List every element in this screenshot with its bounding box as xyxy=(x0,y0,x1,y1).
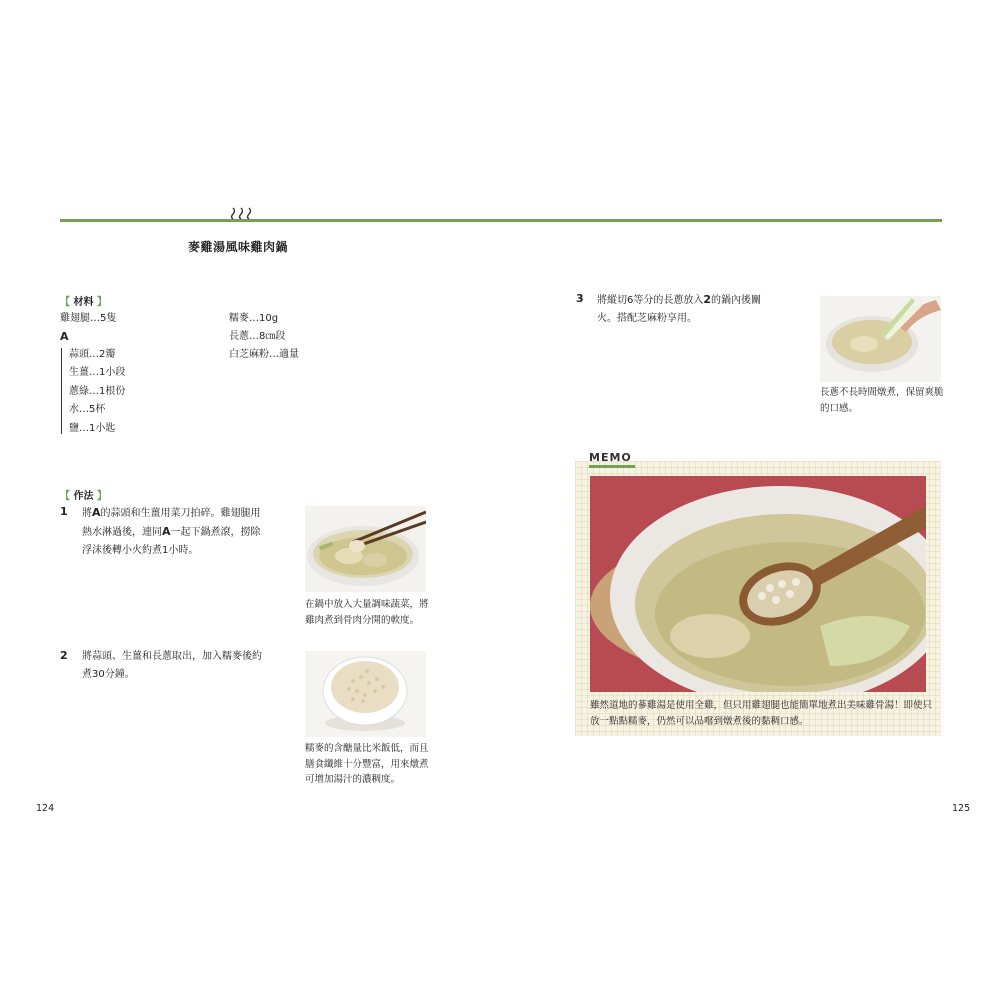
photo-barley-bowl xyxy=(305,651,426,737)
step-2-text: 將蒜頭、生薑和長蔥取出，加入糯麥後約 煮30分鐘。 xyxy=(82,651,262,680)
header-rule xyxy=(60,219,942,222)
caption-3: 長蔥不長時間燉煮，保留爽脆 的口感。 xyxy=(820,387,944,414)
ingredient-item: 蔥綠…1根份 xyxy=(69,386,126,397)
method-label: 【 作法 】 xyxy=(60,491,107,502)
caption-1: 在鍋中放入大量調味蔬菜，將 雞肉煮到骨肉分開的軟度。 xyxy=(305,599,429,626)
photo-chicken-pot xyxy=(305,506,426,592)
step-3-text: 將縱切6等分的長蔥放入2的鍋內後關 火。搭配芝麻粉享用。 xyxy=(597,293,762,324)
ingredient-item: 鹽…1小匙 xyxy=(69,423,116,434)
ingredient-item: 長蔥…8㎝段 xyxy=(229,331,286,342)
step-number: 2 xyxy=(60,649,68,662)
group-bracket xyxy=(61,348,62,434)
ingredient-item: 水…5杯 xyxy=(69,404,106,415)
ingredient-item: 糯麥…10g xyxy=(229,313,279,324)
ingredient-item: 蒜頭…2瓣 xyxy=(69,349,116,360)
ingredient-group-label: A xyxy=(60,330,69,343)
memo-text: 雖然道地的蔘雞湯是使用全雞，但只用雞翅腿也能簡單地煮出美味雞骨湯！即使只 放一點點糯麥，仍然可以品嚐到燉煮後的黏稠口感。 xyxy=(590,700,933,727)
steam-icon xyxy=(230,206,256,220)
caption-2: 糯麥的含醣量比米飯低，而且 膳食纖維十分豐富，用來燉煮 可增加湯汁的濃稠度。 xyxy=(305,743,429,785)
memo-title: MEMO xyxy=(589,451,632,464)
step-number: 1 xyxy=(60,505,68,518)
ingredients-label: 【 材料 】 xyxy=(60,297,107,308)
page-number-right: 125 xyxy=(952,803,971,814)
step-1-text: 將A的蒜頭和生薑用菜刀拍碎。雞翅腿用 熱水淋過後，連同A一起下鍋煮滾，撈除 浮沫後轉小火約煮1小時。 xyxy=(82,506,261,556)
memo-underline xyxy=(589,465,635,468)
photo-adding-leek xyxy=(820,296,941,382)
step-number: 3 xyxy=(576,292,584,305)
page-number-left: 124 xyxy=(36,803,55,814)
ingredient-item: 生薑…1小段 xyxy=(69,367,126,378)
recipe-title: 麥雞湯風味雞肉鍋 xyxy=(188,240,289,254)
photo-soup-ladle xyxy=(590,476,926,692)
ingredient-item: 雞翅腿…5隻 xyxy=(60,313,117,324)
ingredient-item: 白芝麻粉…適量 xyxy=(229,349,299,360)
